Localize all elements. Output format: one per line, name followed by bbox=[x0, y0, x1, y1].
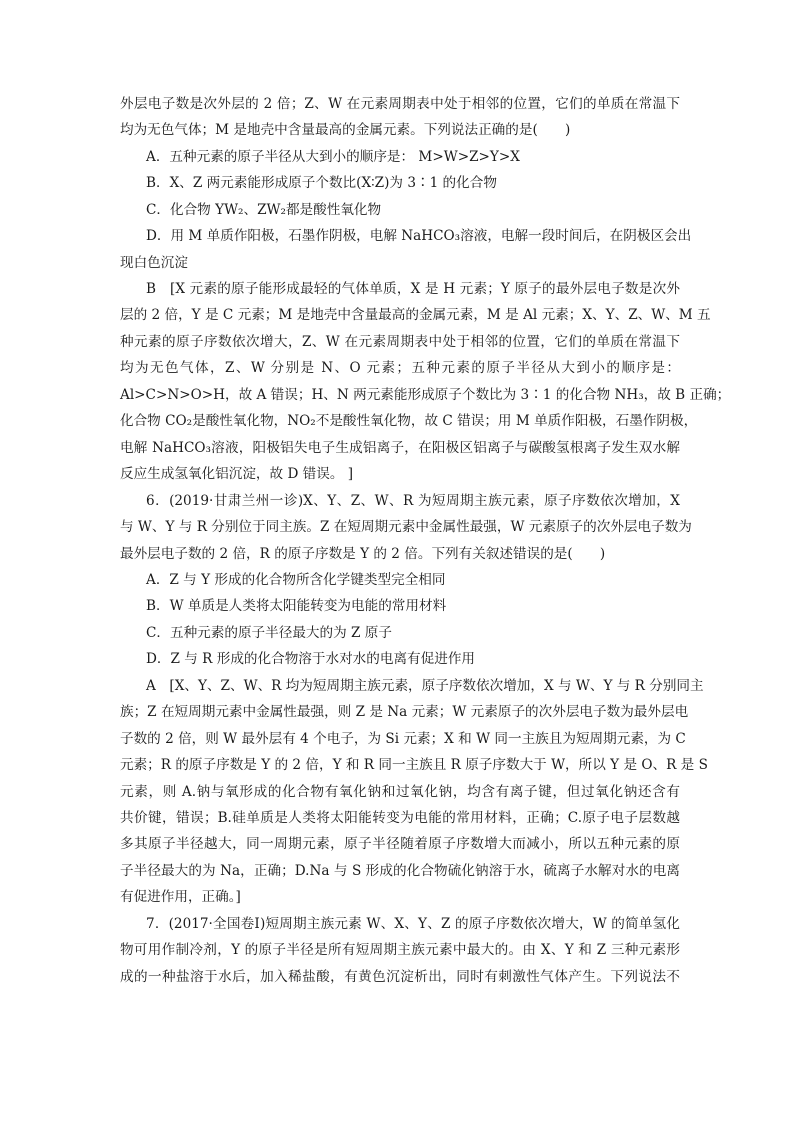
q5-answer-line: 化合物 CO₂是酸性氧化物，NO₂不是酸性氧化物，故 C 错误；用 M 单质作阳极，石墨作阴极， bbox=[120, 413, 698, 429]
q6-option-c: C．五种元素的原子半径最大的为 Z 原子 bbox=[146, 625, 392, 641]
q5-answer-line: 电解 NaHCO₃溶液，阳极铝失电子生成铝离子，在阳极区铝离子与碳酸氢根离子发生双水解 bbox=[120, 440, 680, 456]
q6-answer-line: 子半径最大的为 Na，正确；D.Na 与 S 形成的化合物硫化钠溶于水，硫离子水解对水的电离 bbox=[120, 863, 680, 879]
q7-stem-line: 物可用作制冷剂，Y 的原子半径是所有短周期主族元素中最大的。由 X、Y 和 Z 三种元素形 bbox=[120, 942, 680, 958]
q5-answer-line: B [X 元素的原子能形成最轻的气体单质，X 是 H 元素；Y 原子的最外层电子数是次外 bbox=[146, 281, 680, 297]
q6-answer-line: 元素，则 A.钠与氧形成的化合物有氧化钠和过氧化钠，均含有离子键，但过氧化钠还含有 bbox=[120, 784, 680, 800]
q5-stem-line: 均为无色气体；M 是地壳中含量最高的金属元素。下列说法正确的是( ) bbox=[120, 122, 571, 138]
q7-stem-line: 成的一种盐溶于水后，加入稀盐酸，有黄色沉淀析出，同时有刺激性气体产生。下列说法不 bbox=[120, 969, 680, 985]
q6-answer-line: 共价键，错误；B.硅单质是人类将太阳能转变为电能的常用材料，正确；C.原子电子层数越 bbox=[120, 810, 680, 826]
q5-option-d: D．用 M 单质作阳极，石墨作阴极，电解 NaHCO₃溶液，电解一段时间后，在阴极区会出 bbox=[146, 228, 692, 244]
q6-option-a: A．Z 与 Y 形成的化合物所含化学键类型完全相同 bbox=[146, 572, 446, 588]
q6-stem-line: 最外层电子数的 2 倍，R 的原子序数是 Y 的 2 倍。下列有关叙述错误的是( ) bbox=[120, 546, 606, 562]
q6-answer-line: 族；Z 在短周期元素中金属性最强，则 Z 是 Na 元素；W 元素原子的次外层电子数为最外层电 bbox=[120, 704, 689, 720]
q5-option-b: B．X、Z 两元素能形成原子个数比(X∶Z)为 3∶1 的化合物 bbox=[146, 175, 497, 191]
q5-option-a: A．五种元素的原子半径从大到小的顺序是： M>W>Z>Y>X bbox=[146, 149, 520, 165]
q5-answer-line: 种元素的原子序数依次增大，Z、W 在元素周期表中处于相邻的位置，它们的单质在常温下 bbox=[120, 334, 680, 350]
q5-answer-line: 反应生成氢氧化铝沉淀，故 D 错误。 ] bbox=[120, 466, 354, 482]
q6-answer-line: 多其原子半径越大，同一周期元素，原子半径随着原子序数增大而减小，所以五种元素的原 bbox=[120, 836, 680, 852]
q6-answer-line: 元素；R 的原子序数是 Y 的 2 倍，Y 和 R 同一主族且 R 原子序数大于 W，所以 Y 是 O、R 是 S bbox=[120, 757, 708, 773]
q6-answer-line: 子数的 2 倍，则 W 最外层有 4 个电子，为 Si 元素；X 和 W 同一主族且为短周期元素，为 C bbox=[120, 731, 686, 747]
q5-answer-line: 层的 2 倍，Y 是 C 元素；M 是地壳中含量最高的金属元素，M 是 Al 元素；X、Y、Z、W、M 五 bbox=[120, 307, 711, 323]
q6-stem-line: 与 W、Y 与 R 分别位于同主族。Z 在短周期元素中金属性最强，W 元素原子的次外层电子数为 bbox=[120, 519, 692, 535]
q6-option-d: D．Z 与 R 形成的化合物溶于水对水的电离有促进作用 bbox=[146, 651, 476, 667]
q5-option-c: C．化合物 YW₂、ZW₂都是酸性氧化物 bbox=[146, 202, 382, 218]
q5-answer-line: Al>C>N>O>H，故 A 错误；H、N 两元素能形成原子个数比为 3∶1 的化合物 NH₃，故 B 正确； bbox=[120, 387, 731, 403]
q5-stem-line: 外层电子数是次外层的 2 倍；Z、W 在元素周期表中处于相邻的位置，它们的单质在常温下 bbox=[120, 96, 680, 112]
q6-option-b: B．W 单质是人类将太阳能转变为电能的常用材料 bbox=[146, 598, 447, 614]
q6-answer-line: 有促进作用，正确。] bbox=[120, 889, 241, 905]
q5-option-d-cont: 现白色沉淀 bbox=[120, 255, 188, 271]
q6-answer-line: A [X、Y、Z、W、R 均为短周期主族元素，原子序数依次增加，X 与 W、Y 与 R 分别同主 bbox=[146, 678, 704, 694]
q6-stem-line: 6．(2019·甘肃兰州一诊)X、Y、Z、W、R 为短周期主族元素，原子序数依次增加，X bbox=[146, 493, 680, 509]
q5-answer-line: 均为无色气体，Z、W 分别是 N、O 元素；五种元素的原子半径从大到小的顺序是： bbox=[120, 360, 680, 376]
q7-stem-line: 7．(2017·全国卷Ⅰ)短周期主族元素 W、X、Y、Z 的原子序数依次增大，W 的简单氢化 bbox=[146, 916, 680, 932]
